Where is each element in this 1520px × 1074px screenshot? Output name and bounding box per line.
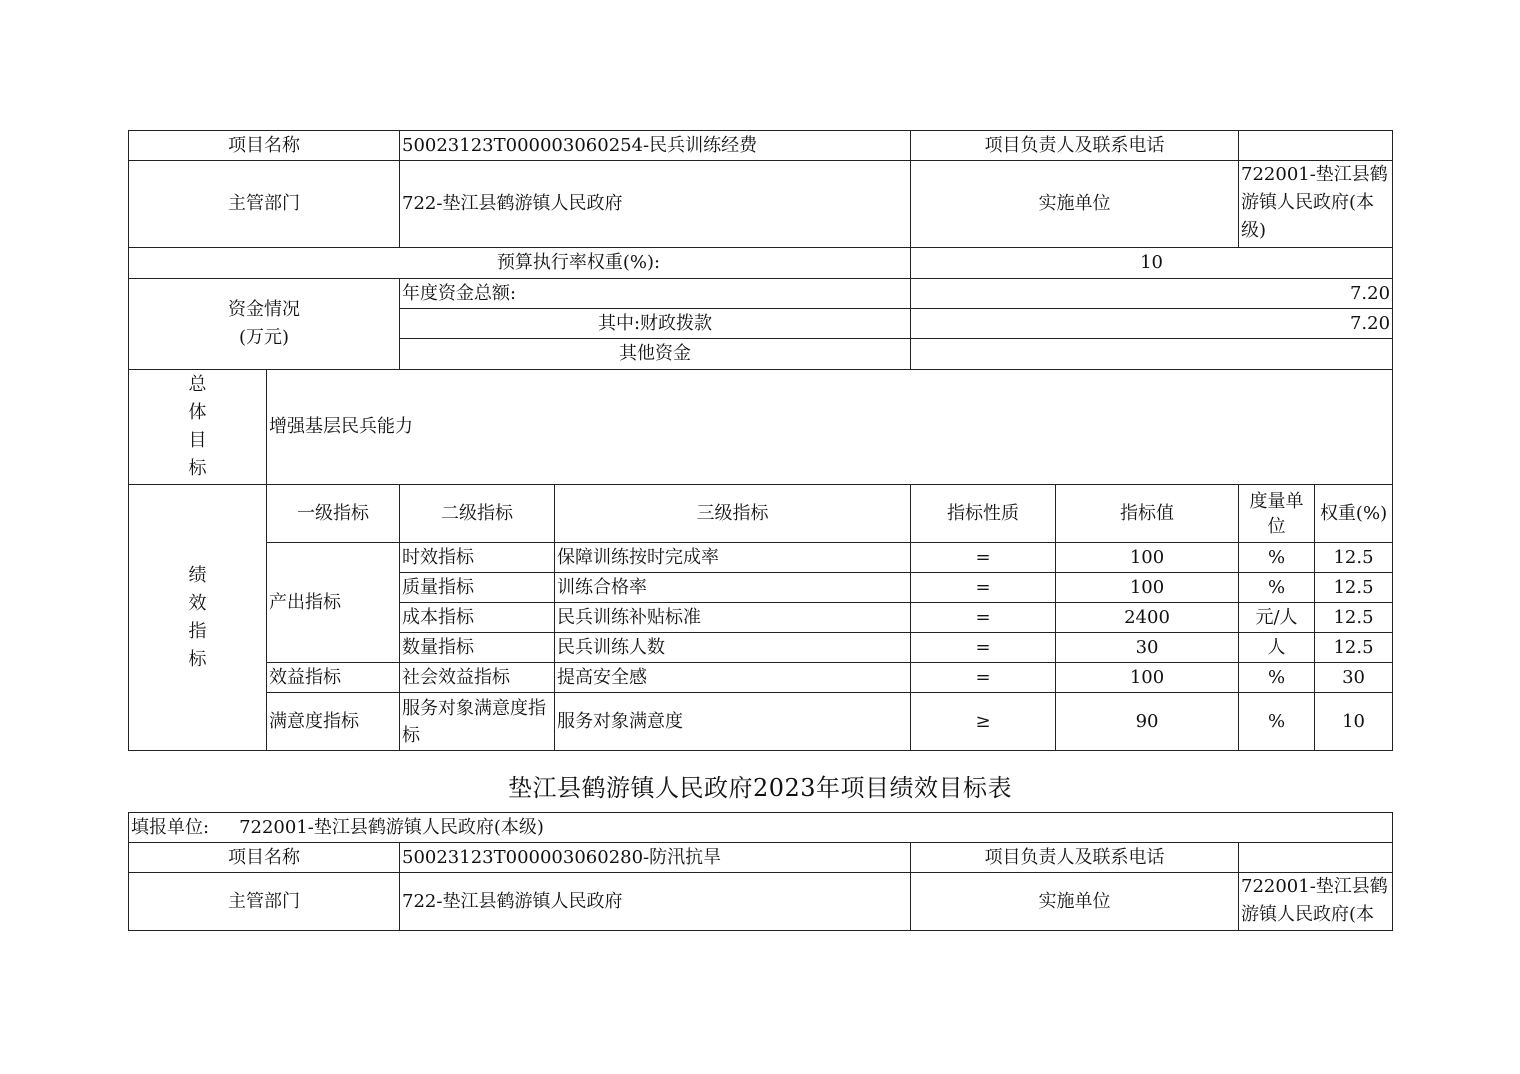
filler-row [129,813,1393,843]
row-nature: ≥ [911,693,1056,751]
row-unit: % [1239,543,1315,573]
row-level2: 数量指标 [400,633,555,663]
header-unit: 度量单位 [1239,485,1315,543]
perf-indicator-label: 绩 效 指 标 [129,485,267,751]
project-name-label: 项目名称 [129,131,400,161]
impl-value: 722001-垫江县鹤游镇人民政府(本 [1239,873,1393,931]
row-weight: 10 [1315,693,1393,751]
impl-label: 实施单位 [911,873,1239,931]
row-level3: 保障训练按时完成率 [555,543,911,573]
header-weight: 权重(%) [1315,485,1393,543]
row-value: 30 [1056,633,1239,663]
level1-output: 产出指标 [267,543,400,663]
row-value: 90 [1056,693,1239,751]
budget-weight-value: 10 [911,248,1393,279]
page-title: 垫江县鹤游镇人民政府2023年项目绩效目标表 [507,774,1013,802]
other-label: 其他资金 [400,339,911,370]
annual-total-label: 年度资金总额: [400,279,911,309]
row-level2: 时效指标 [400,543,555,573]
row-weight: 12.5 [1315,543,1393,573]
header-level2: 二级指标 [400,485,555,543]
dept-label: 主管部门 [129,873,400,931]
filler-value: 722001-垫江县鹤游镇人民政府(本级) [239,816,544,838]
row-weight: 12.5 [1315,633,1393,663]
header-nature: 指标性质 [911,485,1056,543]
row-nature: = [911,633,1056,663]
row-value: 100 [1056,573,1239,603]
other-value [911,339,1393,370]
row-weight: 12.5 [1315,573,1393,603]
row-weight: 30 [1315,663,1393,693]
row-nature: = [911,573,1056,603]
level1-satisfaction: 满意度指标 [267,693,400,751]
funds-label [129,279,400,370]
filler-label: 填报单位: [131,816,210,838]
row-level2: 社会效益指标 [400,663,555,693]
contact-value [1239,131,1393,161]
row-level3: 服务对象满意度 [555,693,911,751]
fiscal-label: 其中:财政拨款 [400,309,911,339]
row-value: 100 [1056,543,1239,573]
impl-label: 实施单位 [911,161,1239,248]
header-value: 指标值 [1056,485,1239,543]
row-value: 2400 [1056,603,1239,633]
row-level2: 质量指标 [400,573,555,603]
row-level3: 训练合格率 [555,573,911,603]
row-nature: = [911,543,1056,573]
contact-label: 项目负责人及联系电话 [911,131,1239,161]
overall-goal-label: 总 体 目 标 [129,370,267,485]
row-unit: % [1239,663,1315,693]
project-name-value: 50023123T000003060254-民兵训练经费 [400,131,911,161]
dept-value: 722-垫江县鹤游镇人民政府 [400,161,911,248]
row-level3: 提高安全感 [555,663,911,693]
row-unit: 人 [1239,633,1315,663]
funds-label-line1: 资金情况 [228,299,300,320]
project-name-label: 项目名称 [129,843,400,873]
row-level3: 民兵训练人数 [555,633,911,663]
overall-goal-value: 增强基层民兵能力 [267,370,1393,485]
row-unit: % [1239,693,1315,751]
row-level2: 服务对象满意度指标 [400,693,555,751]
dept-value: 722-垫江县鹤游镇人民政府 [400,873,911,931]
contact-value [1239,843,1393,873]
row-value: 100 [1056,663,1239,693]
budget-weight-label: 预算执行率权重(%): [129,248,911,279]
annual-total-value: 7.20 [911,279,1393,309]
dept-label: 主管部门 [129,161,400,248]
performance-table-1 [128,130,1393,751]
header-level3: 三级指标 [555,485,911,543]
row-level2: 成本指标 [400,603,555,633]
performance-table-2 [128,812,1393,931]
row-nature: = [911,663,1056,693]
impl-value: 722001-垫江县鹤游镇人民政府(本级) [1239,161,1393,248]
level1-benefit: 效益指标 [267,663,400,693]
row-weight: 12.5 [1315,603,1393,633]
row-nature: = [911,603,1056,633]
row-unit: % [1239,573,1315,603]
row-level3: 民兵训练补贴标准 [555,603,911,633]
fiscal-value: 7.20 [911,309,1393,339]
project-name-value: 50023123T000003060280-防汛抗旱 [400,843,911,873]
funds-label-line2: (万元) [238,327,290,348]
contact-label: 项目负责人及联系电话 [911,843,1239,873]
row-unit: 元/人 [1239,603,1315,633]
header-level1: 一级指标 [267,485,400,543]
